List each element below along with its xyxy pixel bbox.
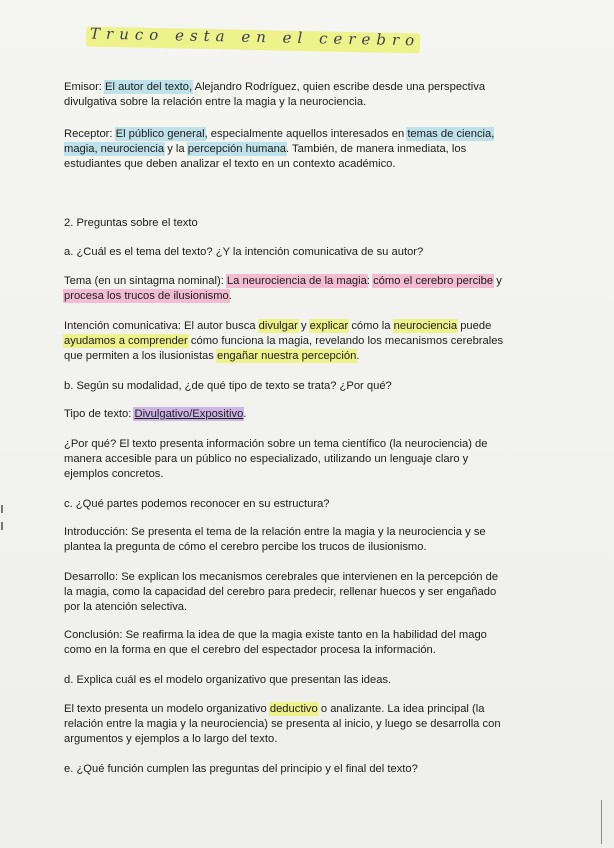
page-edge-mark [1,522,3,530]
receptor-paragraph [64,127,504,172]
emisor-text: Alejandro Rodríguez, quien escribe desde una perspectiva divulgativa sobre la relación entre la magia y la neurociencia. [64,81,486,108]
intencion-label: Intención comunicativa: El autor busca [64,320,256,332]
intencion-hl-engañar: engañar nuestra percepción [216,350,357,362]
tipo-paragraph [64,407,504,422]
receptor-text-y: y la [167,143,185,155]
introduccion-paragraph: Introducción: Se presenta el tema de la relación entre la magia y la neurociencia y se plantea la pregunta de cómo el cerebro percibe los trucos de ilusionismo. [64,526,486,553]
porque-paragraph: ¿Por qué? El texto presenta información sobre un tema científico (la neurociencia) de manera accesible para un público no especializado, utilizando un lenguaje claro y ejemplos concretos. [64,438,488,480]
page-edge-line [601,800,602,844]
receptor-text-rest: . También, de manera inmediata, los estudiantes que deben analizar el texto en un contexto académico. [64,143,467,170]
handwritten-title: Truco esta en el cerebro [89,24,421,50]
intencion-hl-explicar: explicar [309,320,349,332]
receptor-highlight-topics: temas de ciencia, magia, neurociencia [64,128,495,155]
intencion-end: . [356,350,360,362]
question-a: a. ¿Cuál es el tema del texto? ¿Y la intención comunicativa de su autor? [64,246,424,258]
emisor-label: Emisor: [64,81,102,93]
tema-colon: : [366,275,370,287]
intencion-text-mid3: cómo funciona la magia, revelando los mecanismos cerebrales que permiten a los ilusionistas [64,335,504,362]
modelo-paragraph [64,702,504,747]
question-d: d. Explica cuál es el modelo organizativo que presentan las ideas. [64,674,392,686]
question-b: b. Según su modalidad, ¿de qué tipo de texto se trata? ¿Por qué? [64,380,392,392]
tipo-highlight: Divulgativo/Expositivo [134,408,244,420]
receptor-label: Receptor: [64,128,113,140]
emisor-highlight: El autor del texto, [105,81,193,93]
title-block [86,26,422,52]
intencion-paragraph [64,319,504,364]
modelo-text-pre: El texto presenta un modelo organizativo [64,703,267,715]
desarrollo-paragraph: Desarrollo: Se explican los mecanismos cerebrales que intervienen en la percepción de la magia, como la capacidad del cerebro para predecir, rellenar huecos y ser engañado por la atención selectiva. [64,571,499,613]
intencion-hl-comprender: ayudamos a comprender [64,335,188,347]
section-2-heading: 2. Preguntas sobre el texto [64,217,198,229]
tema-highlight: La neurociencia de la magia [226,275,367,287]
emisor-paragraph [64,80,504,110]
question-c: c. ¿Qué partes podemos reconocer en su estructura? [64,498,330,510]
tipo-label: Tipo de texto: [64,408,132,420]
tema-label: Tema (en un sintagma nominal): [64,275,224,287]
page-edge-mark [1,505,3,513]
intencion-hl-neurociencia: neurociencia [393,320,458,332]
intencion-text-y: y [300,320,307,332]
tema-text-y: y [496,275,502,287]
tema-highlight-2: cómo el cerebro percibe [373,275,494,287]
intencion-text-mid: cómo la [351,320,391,332]
conclusion-paragraph: Conclusión: Se reafirma la idea de que la magia existe tanto en la habilidad del mago como en la forma en que el cerebro del espectador procesa la información. [64,629,487,656]
receptor-highlight-public: El público general [115,128,205,140]
modelo-highlight: deductivo [269,703,318,715]
tema-end: . [228,290,232,302]
intencion-text-mid2: puede [460,320,492,332]
receptor-text-mid: , especialmente aquellos interesados en [204,128,405,140]
tipo-end: . [243,408,247,420]
intencion-hl-divulgar: divulgar [258,320,298,332]
tema-highlight-3: procesa los trucos de ilusionismo [64,290,229,302]
question-e: e. ¿Qué función cumplen las preguntas del principio y el final del texto? [64,763,418,775]
receptor-highlight-perception: percepción humana [187,143,287,155]
tema-paragraph [64,274,504,304]
modelo-text-rest: o analizante. La idea principal (la relación entre la magia y la neurociencia) se presenta al inicio, y luego se desarrolla con argumentos y ejemplos a lo largo del texto. [64,703,501,745]
